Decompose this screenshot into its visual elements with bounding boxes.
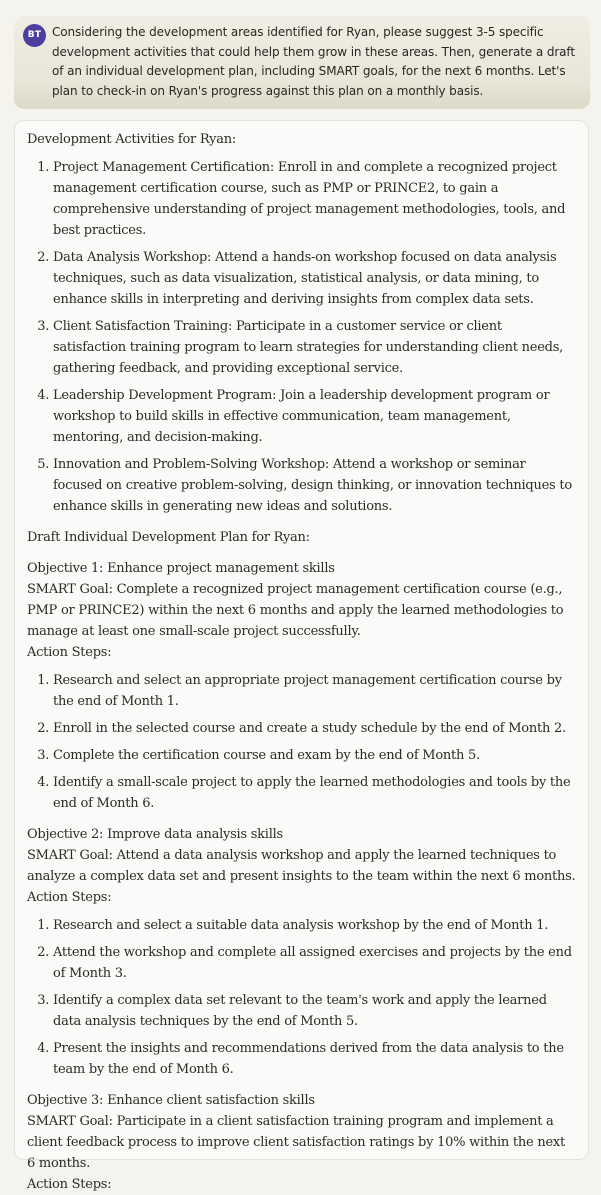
smart-goal: SMART Goal: Attend a data analysis workshop and apply the learned techniques to analyze a complex data set and present insights to the team within the next 6 months. <box>27 848 576 884</box>
plan-heading: Draft Individual Development Plan for Ryan: <box>27 530 310 545</box>
activity-item: 1. Project Management Certification: Enroll in and complete a recognized project management certification course, such as PMP or PRINCE2, to gain a comprehensive understanding of project management methodologies, tools, and best practices. <box>53 157 576 241</box>
action-steps-list <box>27 670 576 814</box>
action-step: 4. Present the insights and recommendations derived from the data analysis to the team by the end of Month 6. <box>53 1038 576 1080</box>
activity-item: 3. Client Satisfaction Training: Participate in a customer service or client satisfaction training program to learn strategies for understanding client needs, gathering feedback, and providing exceptional service. <box>53 316 576 379</box>
objective-title: Objective 3: Enhance client satisfaction skills <box>27 1093 315 1108</box>
objective-3 <box>27 1090 576 1195</box>
smart-goal: SMART Goal: Complete a recognized project management certification course (e.g., PMP or PRINCE2) within the next 6 months and apply the learned methodologies to manage at least one small-scale project successfully. <box>27 582 564 639</box>
action-steps-label: Action Steps: <box>27 1177 112 1192</box>
activity-item: 5. Innovation and Problem-Solving Workshop: Attend a workshop or seminar focused on creative problem-solving, design thinking, or innovation techniques to enhance skills in generating new ideas and solutions. <box>53 454 576 517</box>
action-step: 1. Research and select an appropriate project management certification course by the end of Month 1. <box>53 670 576 712</box>
action-step: 1. Research and select a suitable data analysis workshop by the end of Month 1. <box>53 915 576 936</box>
action-step: 4. Identify a small-scale project to apply the learned methodologies and tools by the end of Month 6. <box>53 772 576 814</box>
action-step: 2. Attend the workshop and complete all assigned exercises and projects by the end of Month 3. <box>53 942 576 984</box>
activity-item: 2. Data Analysis Workshop: Attend a hands-on workshop focused on data analysis techniques, such as data visualization, statistical analysis, or data mining, to enhance skills in interpreting and deriving insights from complex data sets. <box>53 247 576 310</box>
action-step: 2. Enroll in the selected course and create a study schedule by the end of Month 2. <box>53 718 576 739</box>
user-avatar: BT <box>23 24 46 47</box>
assistant-message <box>14 120 589 1192</box>
action-steps-list <box>27 915 576 1080</box>
smart-goal: SMART Goal: Participate in a client satisfaction training program and implement a client feedback process to improve client satisfaction ratings by 10% within the next 6 months. <box>27 1114 565 1171</box>
activities-list <box>27 157 576 517</box>
action-step: 3. Identify a complex data set relevant to the team's work and apply the learned data analysis techniques by the end of Month 5. <box>53 990 576 1032</box>
action-steps-label: Action Steps: <box>27 645 112 660</box>
objective-title: Objective 1: Enhance project management skills <box>27 561 335 576</box>
objective-1 <box>27 558 576 814</box>
user-message-text: Considering the development areas identified for Ryan, please suggest 3-5 specific development activities that could help them grow in these areas. Then, generate a draft of an individual development plan, including SMART goals, for the next 6 months. Let's plan to check-in on Ryan's progress against this plan on a monthly basis. <box>52 25 575 98</box>
activity-item: 4. Leadership Development Program: Join a leadership development program or workshop to build skills in effective communication, team management, mentoring, and decision-making. <box>53 385 576 448</box>
action-steps-label: Action Steps: <box>27 890 112 905</box>
user-message <box>14 16 590 109</box>
objective-title: Objective 2: Improve data analysis skills <box>27 827 283 842</box>
activities-heading: Development Activities for Ryan: <box>27 132 237 147</box>
action-step: 3. Complete the certification course and exam by the end of Month 5. <box>53 745 576 766</box>
objective-2 <box>27 824 576 1080</box>
